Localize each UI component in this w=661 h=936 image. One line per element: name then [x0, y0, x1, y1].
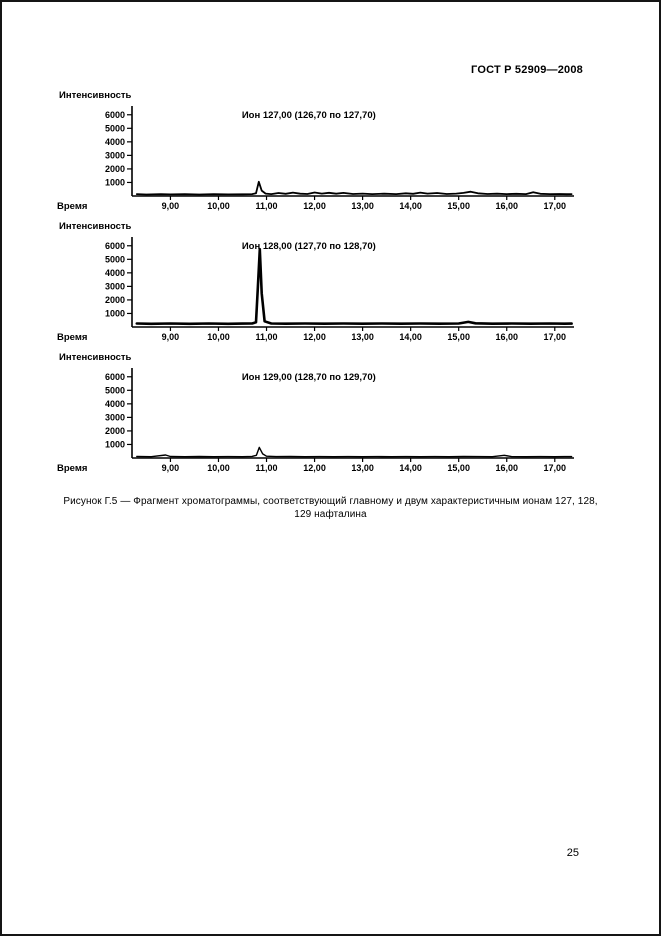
svg-text:14,00: 14,00 [399, 201, 422, 211]
svg-text:2000: 2000 [104, 163, 125, 174]
intensity-axis-label: Интенсивность [59, 221, 132, 232]
intensity-axis-label: Интенсивность [59, 90, 132, 101]
caption-line-2: 129 нафталина [294, 508, 367, 520]
svg-text:Ион 128,00 (127,70 по 128,70): Ион 128,00 (127,70 по 128,70) [241, 241, 376, 252]
chromatogram-charts [57, 90, 602, 483]
svg-text:3000: 3000 [104, 150, 125, 161]
svg-text:15,00: 15,00 [447, 463, 470, 473]
svg-text:9,00: 9,00 [161, 332, 180, 342]
figure-caption [22, 496, 639, 521]
svg-text:15,00: 15,00 [447, 201, 470, 211]
svg-text:4000: 4000 [104, 136, 125, 147]
svg-text:2000: 2000 [104, 425, 125, 436]
svg-text:10,00: 10,00 [207, 463, 230, 473]
svg-text:13,00: 13,00 [351, 201, 374, 211]
svg-text:1000: 1000 [104, 308, 125, 319]
svg-text:1000: 1000 [104, 177, 125, 188]
svg-text:5000: 5000 [104, 254, 125, 265]
svg-text:Время: Время [57, 201, 88, 212]
chromatogram-129-chart [57, 365, 582, 479]
svg-text:13,00: 13,00 [351, 463, 374, 473]
svg-text:4000: 4000 [104, 398, 125, 409]
svg-text:12,00: 12,00 [303, 201, 326, 211]
svg-text:16,00: 16,00 [495, 463, 519, 473]
svg-text:9,00: 9,00 [161, 463, 180, 473]
svg-text:15,00: 15,00 [447, 332, 470, 342]
svg-text:10,00: 10,00 [207, 332, 230, 342]
svg-text:Ион 129,00 (128,70 по 129,70): Ион 129,00 (128,70 по 129,70) [241, 372, 376, 383]
chromatogram-ion-128 [57, 221, 602, 348]
svg-text:3000: 3000 [104, 281, 125, 292]
svg-text:6000: 6000 [104, 240, 125, 251]
chromatogram-128-chart [57, 234, 582, 348]
svg-text:6000: 6000 [104, 371, 125, 382]
svg-text:Время: Время [57, 463, 88, 474]
svg-text:13,00: 13,00 [351, 332, 374, 342]
svg-text:16,00: 16,00 [495, 332, 519, 342]
intensity-axis-label: Интенсивность [59, 352, 132, 363]
svg-text:5000: 5000 [104, 123, 125, 134]
svg-text:17,00: 17,00 [543, 201, 567, 211]
svg-text:2000: 2000 [104, 294, 125, 305]
doc-header: ГОСТ Р 52909—2008 [471, 64, 583, 76]
svg-text:12,00: 12,00 [303, 463, 326, 473]
svg-text:17,00: 17,00 [543, 463, 567, 473]
svg-text:Ион 127,00 (126,70 по 127,70): Ион 127,00 (126,70 по 127,70) [241, 110, 376, 121]
caption-line-1: Рисунок Г.5 — Фрагмент хроматограммы, соответствующий главному и двум характеристичным ионам 127, 128, [63, 496, 598, 507]
svg-text:11,00: 11,00 [255, 332, 278, 342]
svg-text:11,00: 11,00 [255, 201, 278, 211]
svg-text:9,00: 9,00 [161, 201, 180, 211]
svg-text:3000: 3000 [104, 412, 125, 423]
svg-text:Время: Время [57, 332, 88, 343]
svg-text:14,00: 14,00 [399, 332, 422, 342]
svg-text:5000: 5000 [104, 385, 125, 396]
svg-text:6000: 6000 [104, 109, 125, 120]
svg-text:12,00: 12,00 [303, 332, 326, 342]
svg-text:11,00: 11,00 [255, 463, 278, 473]
svg-text:10,00: 10,00 [207, 201, 230, 211]
chromatogram-127-chart [57, 103, 582, 217]
svg-text:1000: 1000 [104, 439, 125, 450]
page-number: 25 [566, 847, 579, 859]
svg-text:14,00: 14,00 [399, 463, 422, 473]
svg-text:4000: 4000 [104, 267, 125, 278]
svg-text:17,00: 17,00 [543, 332, 567, 342]
chromatogram-ion-129 [57, 352, 602, 479]
svg-text:16,00: 16,00 [495, 201, 519, 211]
chromatogram-ion-127 [57, 90, 602, 217]
